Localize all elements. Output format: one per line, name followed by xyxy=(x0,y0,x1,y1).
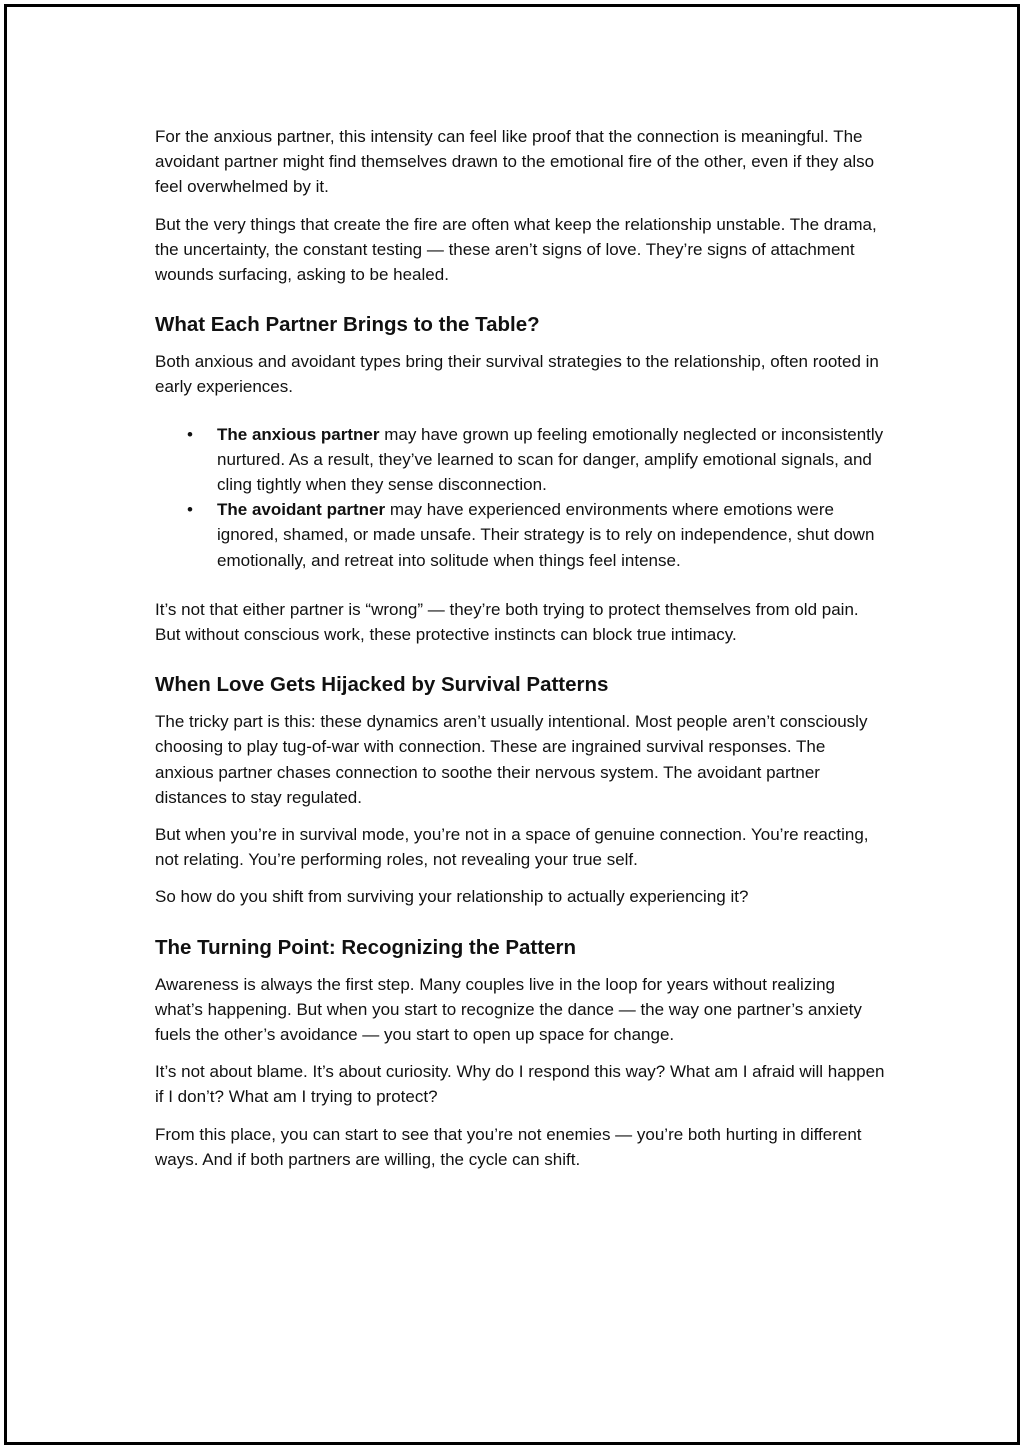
document-body xyxy=(155,124,885,1184)
list-item xyxy=(187,497,885,573)
intro-paragraph-2: But the very things that create the fire are often what keep the relationship unstable. The drama, the uncertainty, the constant testing — these aren’t signs of love. They’re signs of attachment wounds surfacing, asking to be healed. xyxy=(155,214,877,285)
hijacked-paragraph-3: So how do you shift from surviving your relationship to actually experiencing it? xyxy=(155,887,749,907)
intro-paragraph-1: For the anxious partner, this intensity can feel like proof that the connection is meaningful. The avoidant partner might find themselves drawn to the emotional fire of the other, even if they also feel overwhelmed by it. xyxy=(155,127,875,197)
list-item-lead: The anxious partner xyxy=(217,424,380,444)
list-item-lead: The avoidant partner xyxy=(217,500,386,520)
turning-point-paragraph-1: Awareness is always the first step. Many couples live in the loop for years without realizing what’s happening. But when you start to recognize the dance — the way one partner’s anxiety fuels the other’s avoidance — you start to open up space for change. xyxy=(155,974,862,1045)
list-item-text: may have experienced environments where emotions were ignored, shamed, or made unsafe. Their strategy is to rely on independence, shut down emotionally, and retreat into solitude when things feel intense. xyxy=(217,500,875,570)
partner-traits-list xyxy=(155,422,885,573)
bullet-icon: • xyxy=(187,500,193,520)
partners-paragraph-2: It’s not that either partner is “wrong” — they’re both trying to protect themselves from old pain. But without conscious work, these protective instincts can block true intimacy. xyxy=(155,599,859,645)
bullet-icon: • xyxy=(187,424,193,444)
partners-paragraph-1: Both anxious and avoidant types bring their survival strategies to the relationship, often rooted in early experiences. xyxy=(155,352,879,397)
list-item xyxy=(187,422,885,498)
section-heading-partners: What Each Partner Brings to the Table? xyxy=(155,313,540,337)
section-heading-hijacked: When Love Gets Hijacked by Survival Patterns xyxy=(155,673,609,697)
hijacked-paragraph-2: But when you’re in survival mode, you’re not in a space of genuine connection. You’re reacting, not relating. You’re performing roles, not revealing your true self. xyxy=(155,825,869,870)
list-item-text: may have grown up feeling emotionally neglected or inconsistently nurtured. As a result, they’ve learned to scan for danger, amplify emotional signals, and cling tightly when they sense disconnection. xyxy=(217,424,884,495)
hijacked-paragraph-1: The tricky part is this: these dynamics aren’t usually intentional. Most people aren’t consciously choosing to play tug-of-war with connection. These are ingrained survival responses. The anxious partner chases connection to soothe their nervous system. The avoidant partner distances to stay regulated. xyxy=(155,712,868,807)
turning-point-paragraph-3: From this place, you can start to see that you’re not enemies — you’re both hurting in different ways. And if both partners are willing, the cycle can shift. xyxy=(155,1124,862,1169)
turning-point-paragraph-2: It’s not about blame. It’s about curiosity. Why do I respond this way? What am I afraid will happen if I don’t? What am I trying to protect? xyxy=(155,1062,885,1107)
section-heading-turning-point: The Turning Point: Recognizing the Pattern xyxy=(155,935,576,959)
